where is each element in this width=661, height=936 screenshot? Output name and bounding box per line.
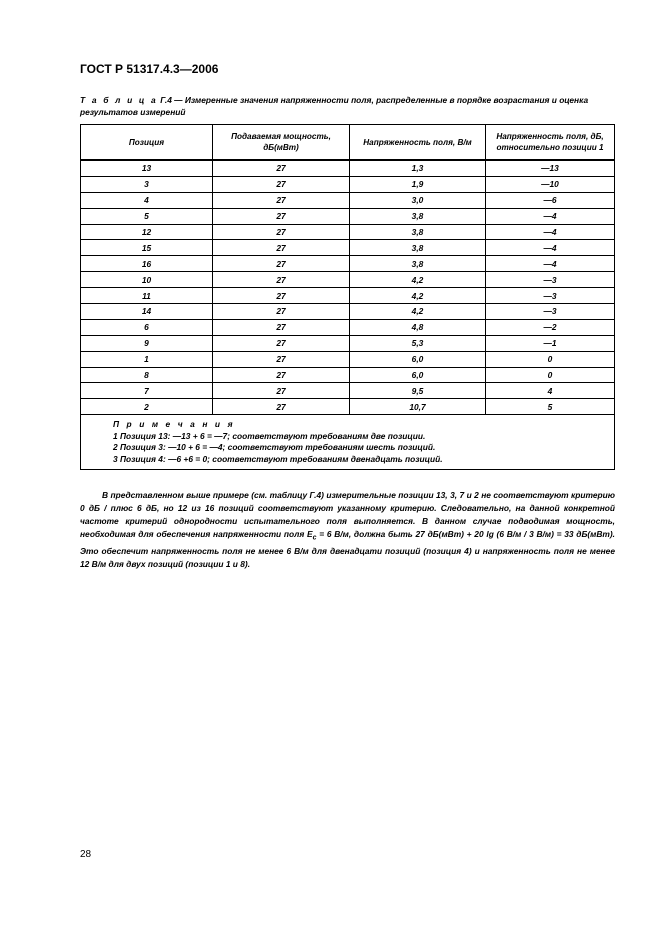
cell-position: 2 bbox=[81, 399, 213, 415]
measurements-table bbox=[80, 124, 615, 470]
note-line: 1 Позиция 13: —13 + 6 = —7; соответствуют требованиям две позиции. bbox=[113, 430, 426, 441]
column-header-relative-db: Напряженность поля, дБ, относительно позиции 1 bbox=[486, 125, 615, 161]
cell-position: 6 bbox=[81, 319, 213, 335]
cell-field-strength: 4,2 bbox=[350, 272, 486, 288]
cell-power: 27 bbox=[213, 288, 350, 304]
cell-power: 27 bbox=[213, 319, 350, 335]
cell-relative-db: 5 bbox=[486, 399, 615, 415]
cell-power: 27 bbox=[213, 383, 350, 399]
table-row bbox=[81, 208, 615, 224]
table-row bbox=[81, 240, 615, 256]
cell-relative-db: —4 bbox=[486, 224, 615, 240]
column-header-field-strength: Напряженность поля, В/м bbox=[350, 125, 486, 161]
cell-relative-db: —2 bbox=[486, 319, 615, 335]
cell-field-strength: 3,8 bbox=[350, 208, 486, 224]
table-row bbox=[81, 192, 615, 208]
cell-field-strength: 6,0 bbox=[350, 351, 486, 367]
cell-field-strength: 4,2 bbox=[350, 288, 486, 304]
cell-position: 5 bbox=[81, 208, 213, 224]
cell-field-strength: 10,7 bbox=[350, 399, 486, 415]
cell-relative-db: —4 bbox=[486, 208, 615, 224]
cell-field-strength: 9,5 bbox=[350, 383, 486, 399]
column-header-position: Позиция bbox=[81, 125, 213, 161]
table-body bbox=[81, 160, 615, 415]
cell-position: 10 bbox=[81, 272, 213, 288]
cell-position: 13 bbox=[81, 160, 213, 176]
cell-position: 8 bbox=[81, 367, 213, 383]
cell-field-strength: 5,3 bbox=[350, 335, 486, 351]
table-row bbox=[81, 272, 615, 288]
cell-relative-db: —10 bbox=[486, 176, 615, 192]
cell-power: 27 bbox=[213, 176, 350, 192]
cell-field-strength: 3,8 bbox=[350, 256, 486, 272]
paragraph-part1: В представленном выше примере (см. таблицу Г.4) измерительные позиции 13, 3, 7 и 2 не соответствуют критерию 0 дБ / плюс 6 дБ, но 12 из 16 позиций соответствуют указанному критерию. Следовательно, на данной конкретной частоте критерий однородности испытательного поля выполняется. В данном случае подводимая мощность, необходимая для обеспечения напряженности поля E bbox=[80, 490, 615, 539]
cell-position: 9 bbox=[81, 335, 213, 351]
table-label: Т а б л и ц а bbox=[80, 95, 158, 105]
cell-power: 27 bbox=[213, 351, 350, 367]
cell-relative-db: —13 bbox=[486, 160, 615, 176]
cell-position: 16 bbox=[81, 256, 213, 272]
cell-power: 27 bbox=[213, 256, 350, 272]
notes-title: П р и м е ч а н и я bbox=[113, 419, 236, 430]
paragraph-part2: = 6 В/м, должна быть 27 дБ(мВт) + 20 lg (6 В/м / 3 В/м) = 33 дБ(мВт). Это обеспечит напряженность поля не менее 6 В/м для двенадцати позиций (позиция 4) и напряженность поля не менее 12 В/м для двух позиций (позиции 1 и 8). bbox=[80, 529, 615, 569]
table-row bbox=[81, 288, 615, 304]
cell-position: 14 bbox=[81, 304, 213, 320]
cell-relative-db: —3 bbox=[486, 304, 615, 320]
cell-power: 27 bbox=[213, 208, 350, 224]
cell-field-strength: 1,9 bbox=[350, 176, 486, 192]
table-row bbox=[81, 224, 615, 240]
note-line: 3 Позиция 4: —6 +6 = 0; соответствуют требованиям двенадцать позиций. bbox=[113, 453, 443, 464]
cell-field-strength: 3,8 bbox=[350, 240, 486, 256]
cell-position: 11 bbox=[81, 288, 213, 304]
cell-power: 27 bbox=[213, 272, 350, 288]
table-row bbox=[81, 399, 615, 415]
table-row bbox=[81, 367, 615, 383]
cell-relative-db: —6 bbox=[486, 192, 615, 208]
cell-position: 7 bbox=[81, 383, 213, 399]
table-row bbox=[81, 160, 615, 176]
cell-power: 27 bbox=[213, 335, 350, 351]
cell-power: 27 bbox=[213, 160, 350, 176]
cell-field-strength: 6,0 bbox=[350, 367, 486, 383]
cell-position: 1 bbox=[81, 351, 213, 367]
paragraph-subscript: c bbox=[312, 534, 317, 542]
cell-field-strength: 3,0 bbox=[350, 192, 486, 208]
cell-relative-db: —4 bbox=[486, 256, 615, 272]
cell-relative-db: 0 bbox=[486, 367, 615, 383]
cell-power: 27 bbox=[213, 367, 350, 383]
table-row bbox=[81, 319, 615, 335]
cell-power: 27 bbox=[213, 304, 350, 320]
table-caption bbox=[80, 94, 615, 118]
table-caption-text: Г.4 — Измеренные значения напряженности поля, распределенные в порядке возрастания и оценка результатов измерений bbox=[80, 95, 589, 117]
document-header: ГОСТ Р 51317.4.3—2006 bbox=[80, 62, 219, 76]
table-row bbox=[81, 176, 615, 192]
cell-field-strength: 4,2 bbox=[350, 304, 486, 320]
cell-relative-db: —1 bbox=[486, 335, 615, 351]
table-row bbox=[81, 335, 615, 351]
cell-field-strength: 4,8 bbox=[350, 319, 486, 335]
cell-power: 27 bbox=[213, 224, 350, 240]
body-paragraph bbox=[80, 489, 615, 571]
cell-power: 27 bbox=[213, 192, 350, 208]
cell-relative-db: 0 bbox=[486, 351, 615, 367]
cell-relative-db: —3 bbox=[486, 288, 615, 304]
table-row bbox=[81, 383, 615, 399]
notes-row bbox=[81, 415, 615, 470]
table-row bbox=[81, 304, 615, 320]
cell-field-strength: 3,8 bbox=[350, 224, 486, 240]
cell-position: 4 bbox=[81, 192, 213, 208]
cell-position: 15 bbox=[81, 240, 213, 256]
cell-relative-db: —4 bbox=[486, 240, 615, 256]
cell-position: 12 bbox=[81, 224, 213, 240]
cell-relative-db: 4 bbox=[486, 383, 615, 399]
cell-position: 3 bbox=[81, 176, 213, 192]
page-number: 28 bbox=[80, 849, 92, 860]
notes-cell bbox=[81, 415, 615, 470]
cell-power: 27 bbox=[213, 399, 350, 415]
note-line: 2 Позиция 3: —10 + 6 = —4; соответствуют требованиям шесть позиций. bbox=[113, 442, 436, 453]
cell-relative-db: —3 bbox=[486, 272, 615, 288]
table-header-row bbox=[81, 125, 615, 161]
column-header-power: Подаваемая мощность, дБ(мВт) bbox=[213, 125, 350, 161]
table-row bbox=[81, 351, 615, 367]
cell-field-strength: 1,3 bbox=[350, 160, 486, 176]
table-row bbox=[81, 256, 615, 272]
cell-power: 27 bbox=[213, 240, 350, 256]
